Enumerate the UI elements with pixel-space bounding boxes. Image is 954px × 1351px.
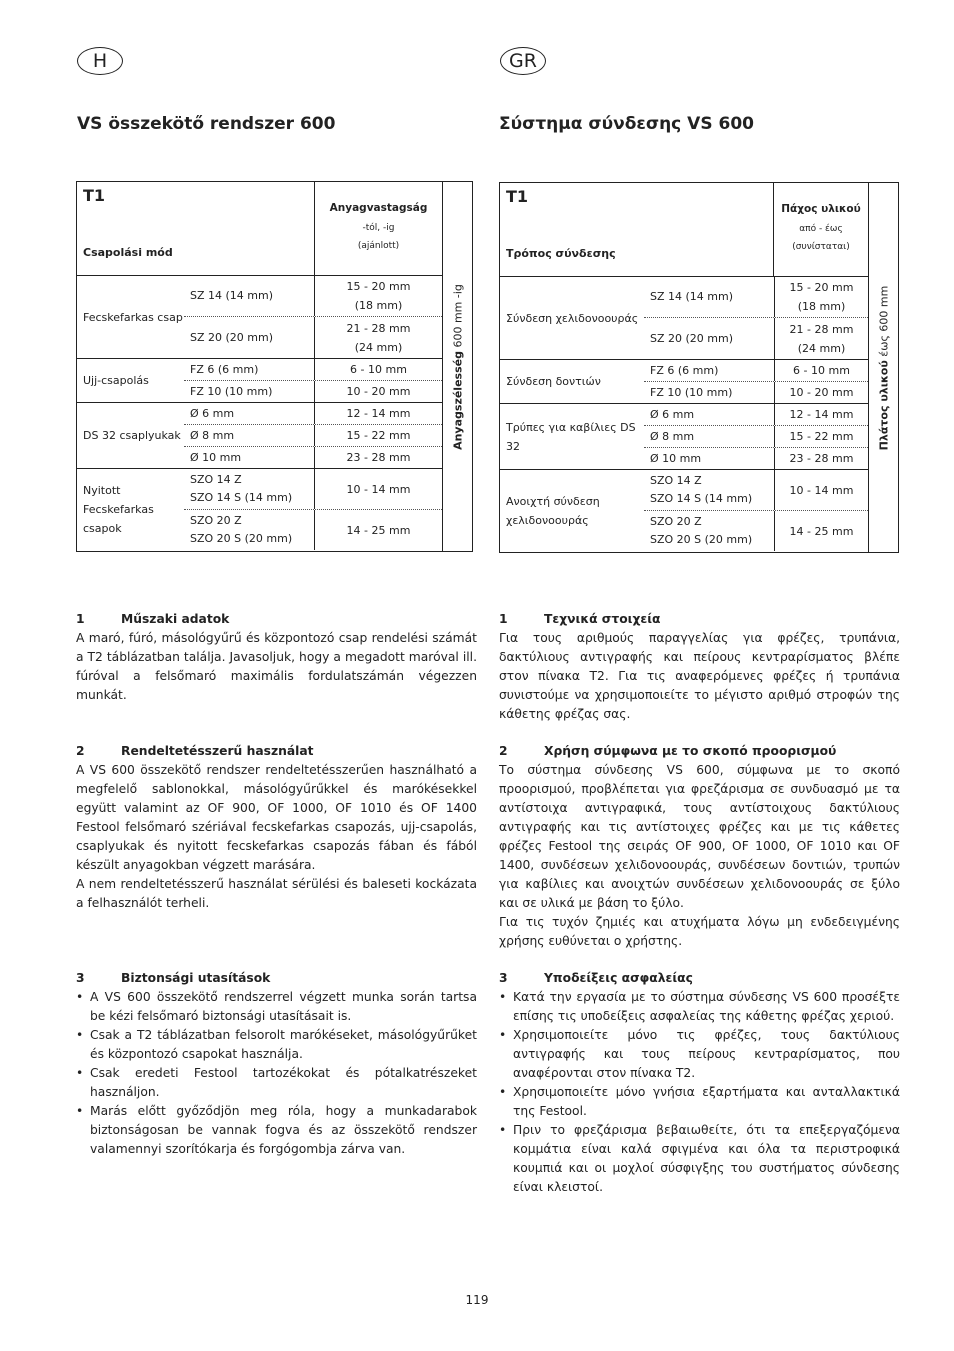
section-intended-use-gr [499, 742, 900, 951]
section-safety-hu [76, 969, 477, 1159]
table-row [644, 470, 868, 511]
section-text: A nem rendeltetésszerű használat sérülési és baleseti kockázata a felhasználót terheli. [76, 877, 477, 910]
group-name: Nyitott Fecskefarkas csapok [83, 484, 154, 535]
cutter-type: Ø 8 mm [190, 428, 235, 442]
thickness-range: 10 - 14 mm [789, 483, 854, 497]
table-group [500, 277, 868, 360]
material-width-label: Anyagszélesség [451, 350, 464, 450]
cutter-type: FZ 10 (10 mm) [650, 385, 733, 399]
cutter-type: SZO 20 S (20 mm) [190, 532, 293, 545]
table-group [77, 359, 442, 403]
group-name: Ανοιχτή σύνδεση χελιδονοουράς [506, 494, 600, 527]
table-row [184, 469, 442, 510]
table-row [644, 426, 868, 448]
thickness-range: 6 - 10 mm [350, 363, 407, 376]
cutter-type: SZO 14 Z [190, 473, 242, 486]
cutter-type: SZO 14 Z [650, 474, 702, 487]
thickness-range: 10 - 20 mm [346, 385, 411, 398]
cutter-type: SZO 20 S (20 mm) [650, 533, 753, 546]
cutter-type: SZO 20 Z [190, 514, 242, 527]
section-text: Για τις τυχόν ζημιές και ατυχήματα λόγω μη ενδεδειγμένης χρήσης ευθύνεται ο χρήστης. [499, 915, 900, 948]
list-item: • Csak eredeti Festool tartozékokat és pótalkatrészeket használjon. [76, 1064, 477, 1102]
thickness-range: 14 - 25 mm [346, 523, 411, 537]
thickness-range: 10 - 20 mm [789, 386, 854, 399]
thickness-range: 15 - 20 mm [789, 281, 854, 294]
thickness-sub: από - έως [799, 224, 843, 234]
group-name: Σύνδεση χελιδονοουράς [506, 311, 639, 325]
cutter-type: SZO 14 S (14 mm) [190, 491, 293, 504]
cutter-type: SZ 14 (14 mm) [650, 290, 734, 303]
thickness-range: 23 - 28 mm [789, 452, 854, 465]
material-width-column [868, 183, 898, 552]
group-name: Ujj-csapolás [83, 374, 149, 387]
thickness-range: 21 - 28 mm [789, 322, 854, 336]
thickness-recommended: (18 mm) [354, 299, 403, 312]
table-row [644, 277, 868, 318]
page-title-greek: Σύστημα σύνδεσης VS 600 [499, 114, 754, 134]
cutter-type: Ø 10 mm [190, 450, 242, 464]
cutter-type: Ø 6 mm [190, 406, 235, 420]
table-row [184, 425, 442, 447]
thickness-sub: (ajánlott) [357, 241, 400, 251]
cutter-type: FZ 10 (10 mm) [190, 384, 273, 398]
section-title: Υποδείξεις ασφαλείας [544, 971, 693, 985]
thickness-range: 15 - 20 mm [346, 280, 411, 293]
thickness-range: 15 - 22 mm [346, 429, 411, 442]
table-header-thickness [315, 182, 442, 276]
group-name: Τρύπες για καβίλιες DS 32 [506, 420, 636, 453]
table-row [184, 403, 442, 425]
list-item: • Χρησιμοποιείτε μόνο γνήσια εξαρτήματα και ανταλλακτικά της Festool. [499, 1083, 900, 1121]
table-t1-hungarian [76, 181, 473, 552]
table-row [644, 448, 868, 469]
thickness-range: 10 - 14 mm [346, 482, 411, 496]
thickness-sub: (συνίσταται) [792, 242, 850, 252]
table-group [77, 403, 442, 469]
table-row [184, 381, 442, 402]
thickness-range: 21 - 28 mm [346, 321, 411, 335]
cutter-type: Ø 6 mm [650, 407, 695, 421]
thickness-range: 12 - 14 mm [346, 407, 411, 420]
table-row [644, 404, 868, 426]
table-row [644, 382, 868, 403]
group-name: Σύνδεση δοντιών [506, 375, 601, 388]
section-title: Műszaki adatok [121, 612, 230, 626]
cutter-type: Ø 10 mm [650, 451, 702, 465]
table-header-mode [500, 183, 774, 277]
table-group [500, 404, 868, 470]
cutter-type: SZO 20 Z [650, 515, 702, 528]
thickness-recommended: (24 mm) [797, 341, 846, 355]
material-width-value: 600 mm -ig [451, 283, 464, 351]
section-number: 1 [76, 612, 85, 626]
list-item: • Κατά την εργασία με το σύστημα σύνδεσης VS 600 προσέξτε επίσης τις υποδείξεις ασφαλείας της κάθετης φρέζας χεριού. [499, 988, 900, 1026]
section-number: 2 [76, 744, 85, 758]
language-badge-h: H [77, 47, 123, 75]
thickness-recommended: (18 mm) [797, 300, 846, 313]
thickness-header: Πάχος υλικού [781, 203, 861, 215]
mode-header: Csapolási mód [83, 246, 173, 259]
material-width-label: Πλάτος υλικού [877, 359, 890, 450]
section-title: Biztonsági utasítások [121, 971, 271, 985]
material-width-column [442, 182, 472, 551]
section-text: Για τους αριθμούς παραγγελίας για φρέζες, τρυπάνια, δακτύλιους αντιγραφής και πείρους κεντραρίσματος βλέπε στον πίνακα T2. Για τις αναφερόμενες φρέζες ή τρυπάνια συνιστούμε να χρησιμοποιείτε το μέγιστο αριθμό στροφών της κάθετης φρέζας σας. [499, 631, 900, 721]
section-title: Τεχνικά στοιχεία [544, 612, 661, 626]
group-name: Fecskefarkas csap [83, 310, 183, 324]
group-name: DS 32 csaplyukak [83, 429, 181, 442]
thickness-range: 23 - 28 mm [346, 451, 411, 464]
section-number: 2 [499, 744, 508, 758]
table-row [644, 318, 868, 359]
thickness-range: 12 - 14 mm [789, 408, 854, 421]
list-item: • Πριν το φρεζάρισμα βεβαιωθείτε, ότι τα επεξεργαζόμενα κομμάτια είναι καλά σφιγμένα και όλα τα περιστροφικά κουμπιά και οι μοχλοί σύσφιγξης του συστήματος σύνδεσης είναι κλειστοί. [499, 1121, 900, 1197]
page-number: 119 [465, 1293, 489, 1307]
thickness-recommended: (24 mm) [354, 340, 403, 354]
table-t1-greek [499, 182, 899, 553]
language-badge-gr: GR [500, 47, 546, 75]
thickness-range: 15 - 22 mm [789, 430, 854, 443]
table-label: T1 [506, 187, 529, 206]
list-item: • A VS 600 összekötő rendszerrel végzett munka során tartsa be kézi felsőmaró biztonsági utasításait is. [76, 988, 477, 1026]
thickness-range: 14 - 25 mm [789, 524, 854, 538]
table-row [184, 359, 442, 381]
cutter-type: FZ 6 (6 mm) [190, 362, 259, 376]
cutter-type: FZ 6 (6 mm) [650, 363, 719, 377]
thickness-sub: -tól, -ig [362, 223, 395, 233]
section-text: A VS 600 összekötő rendszer rendeltetésszerűen használható a megfelelő sablonokkal, másológyűrűkkel és marókésekkel együtt valamint az OF 900, OF 1000, OF 1010 és OF 1400 Festool felsőmaró szériával fecskefarkas csapozás, ujj-csapolás, csaplyukak és nyitott fecskefarkas csapozás fában és fából készült anyagokban végzett marására. [76, 763, 477, 872]
table-group [77, 469, 442, 550]
section-intended-use-hu [76, 742, 477, 913]
section-number: 3 [499, 971, 508, 985]
thickness-header: Anyagvastagság [329, 202, 428, 214]
table-row [184, 447, 442, 468]
table-group [500, 360, 868, 404]
table-label: T1 [83, 186, 106, 205]
page-title-hungarian: VS összekötő rendszer 600 [77, 114, 336, 134]
section-technical-data-hu [76, 610, 477, 705]
cutter-type: SZ 20 (20 mm) [650, 331, 734, 345]
list-item: • Χρησιμοποιείτε μόνο τις φρέζες, τους δακτύλιους αντιγραφής και τους πείρους κεντραρίσματος, που αναφέρονται στον πίνακα T2. [499, 1026, 900, 1083]
section-text: Το σύστημα σύνδεσης VS 600, σύμφωνα με το σκοπό προορισμού, προβλέπεται για φρεζάρισμα σε συνδυασμό με τα αντίστοιχα αντιγραφικά, τους αντίστοιχους δακτύλιους αντιγραφής και τις αντίστοιχες φρέζες και με τις κάθετες φρέζες Festool της σειράς OF 900, OF 1000, OF 1010 και OF 1400, συνδέσεων χελιδονοουράς, συνδέσεων δοντιών, τρυπών για καβίλιες και ανοιχτών συνδέσεων χελιδονοουράς σε ξύλο και σε υλικά με βάση το ξύλο. [499, 763, 900, 910]
table-row [644, 360, 868, 382]
table-row [184, 317, 442, 358]
table-group [77, 276, 442, 359]
cutter-type: SZ 14 (14 mm) [190, 289, 274, 302]
section-technical-data-gr [499, 610, 900, 724]
table-group [500, 470, 868, 551]
table-row [184, 510, 442, 550]
table-header-thickness [774, 183, 868, 277]
cutter-type: Ø 8 mm [650, 429, 695, 443]
cutter-type: SZ 20 (20 mm) [190, 330, 274, 344]
table-header-mode [77, 182, 315, 276]
list-item: • Csak a T2 táblázatban felsorolt marókéseket, másológyűrűket és központozó csapokat használja. [76, 1026, 477, 1064]
table-row [644, 511, 868, 551]
mode-header: Τρόπος σύνδεσης [506, 247, 616, 260]
cutter-type: SZO 14 S (14 mm) [650, 492, 753, 505]
section-title: Χρήση σύμφωνα με το σκοπό προορισμού [544, 744, 837, 758]
section-title: Rendeltetésszerű használat [121, 744, 314, 758]
list-item: • Marás előtt győződjön meg róla, hogy a munkadarabok biztonságosan be vannak fogva és az összekötő rendszer valamennyi szorítókarja és forgógombja zárva van. [76, 1102, 477, 1159]
table-row [184, 276, 442, 317]
thickness-range: 6 - 10 mm [793, 364, 850, 377]
section-text: A maró, fúró, másológyűrű és központozó csap rendelési számát a T2 táblázatban találja. Javasoljuk, hogy a megadott maróval ill. fúróval a felsőmaró maximális fordulatszámán végezzen munkát. [76, 631, 477, 702]
material-width-value: έως 600 mm [877, 285, 890, 360]
section-number: 1 [499, 612, 508, 626]
section-safety-gr [499, 969, 900, 1197]
section-number: 3 [76, 971, 85, 985]
